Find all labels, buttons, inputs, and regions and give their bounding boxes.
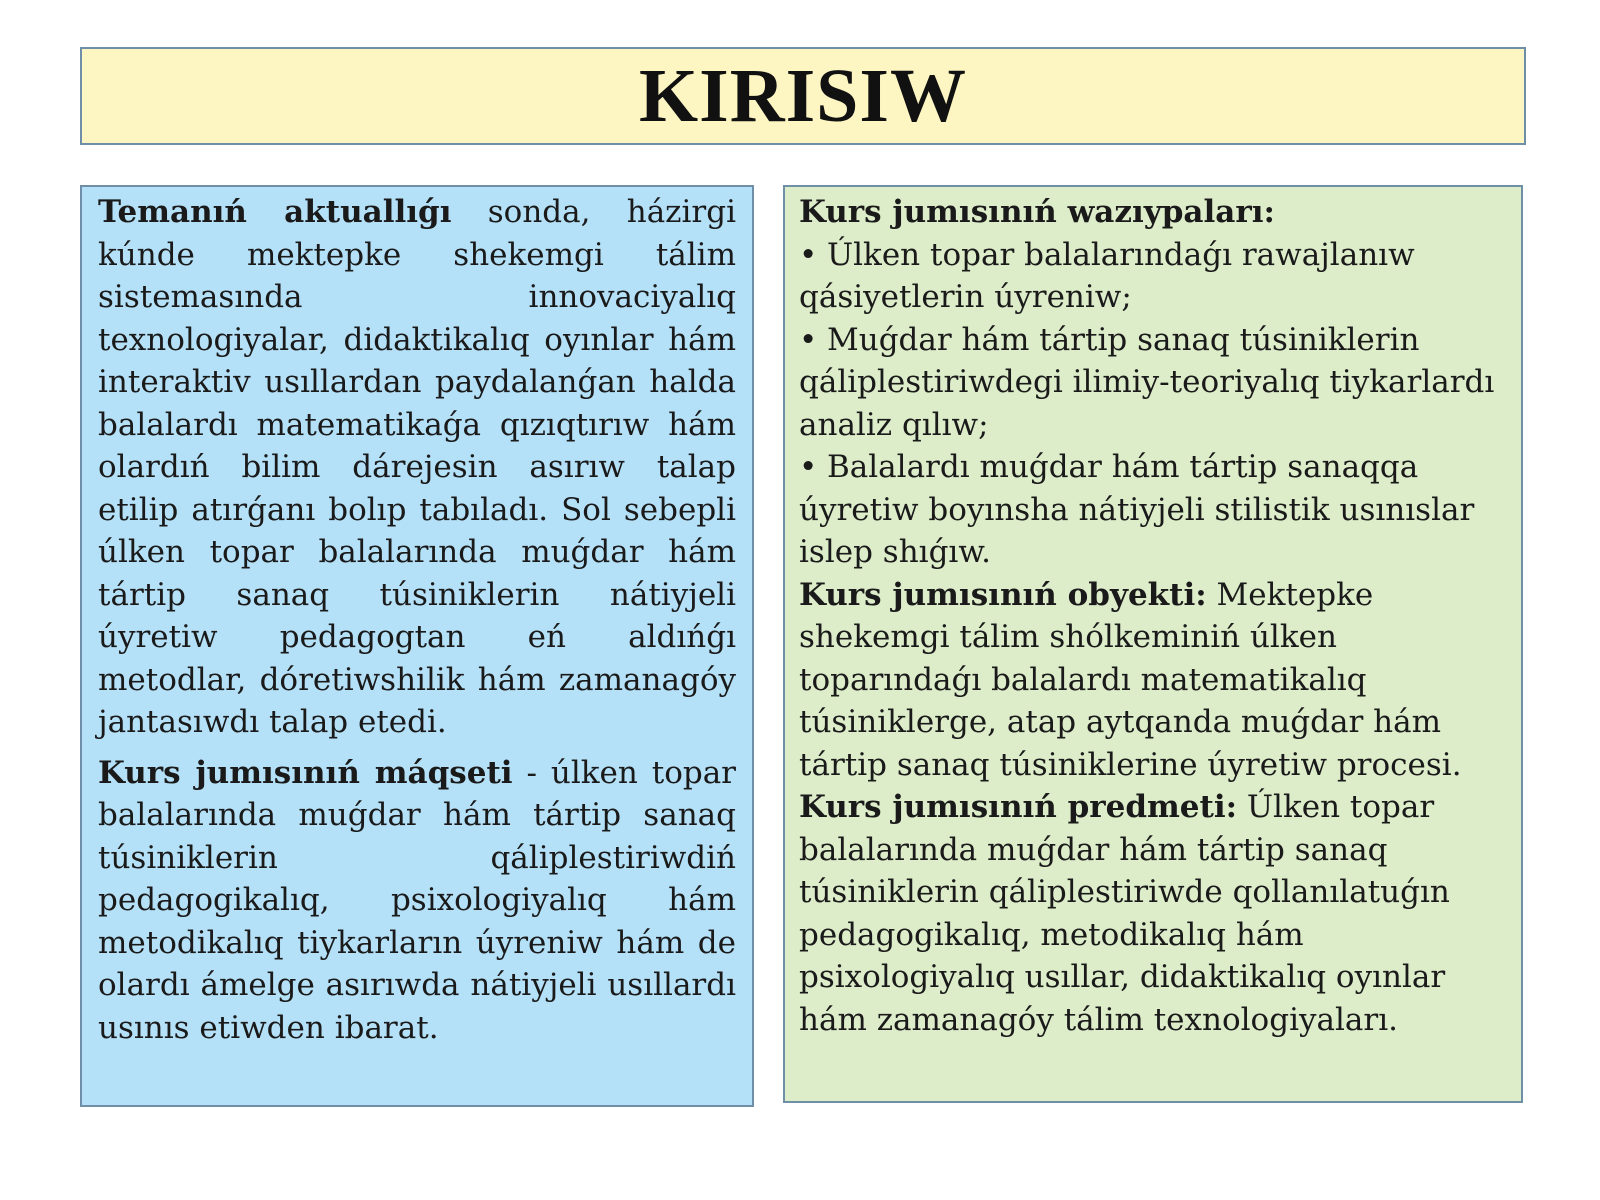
goal-paragraph: [98, 752, 736, 1050]
subject-label: Kurs jumısınıń predmeti:: [799, 789, 1238, 825]
task-text: Úlken topar balalarındaǵı rawajlanıw qásiyetlerin úyreniw;: [799, 236, 1415, 315]
object-paragraph: [799, 574, 1507, 787]
subject-text: Úlken topar balalarında muǵdar hám tártip sanaq túsiniklerin qáliplestiriwde qollanılatuǵın pedagogikalıq, metodikalıq hám psixologiyalıq usıllar, didaktikalıq oyınlar hám zamanagóy tálim texnologiyaları.: [799, 789, 1450, 1038]
relevance-text: sonda, házirgi kúnde mektepke shekemgi tálim sistemasında innovaciyalıq texnologiyalar, didaktikalıq oyınlar hám interaktiv usıllardan paydalanǵan halda balalardı matematikaǵa qızıqtırıw hám olardıń bilim dárejesin asırıw talap etilip atırǵanı bolıp tabıladı. Sol sebepli úlken topar balalarında muǵdar hám tártip sanaq túsiniklerin nátiyjeli úyretiw pedagogtan eń aldıńǵı metodlar, dóretiwshilik hám zamanagóy jantasıwdı talap etedi.: [98, 194, 737, 740]
left-panel: [80, 185, 754, 1107]
goal-text: - úlken topar balalarında muǵdar hám tártip sanaq túsiniklerin qáliplestiriwdiń pedagogikalıq, psixologiyalıq hám metodikalıq tiykarların úyreniw hám de olardı ámelge asırıwda nátiyjeli usıllardı usınıs etiwden ibarat.: [98, 754, 737, 1046]
object-label: Kurs jumısınıń obyekti:: [799, 576, 1207, 613]
list-item: [799, 446, 1507, 574]
right-panel: [783, 185, 1523, 1103]
title-banner: [80, 47, 1526, 145]
object-text: Mektepke shekemgi tálim shólkeminiń úlken toparındaǵı balalardı matematikalıq túsiniklerge, atap aytqanda muǵdar hám tártip sanaq túsiniklerine úyretiw procesi.: [799, 576, 1462, 783]
subject-paragraph: [799, 786, 1507, 1041]
page-title: KIRISIW: [639, 54, 967, 138]
task-text: Muǵdar hám tártip sanaq túsiniklerin qáliplestiriwdegi ilimiy-teoriyalıq tiykarlardı analiz qılıw;: [799, 321, 1495, 443]
list-item: [799, 234, 1507, 319]
tasks-list: [799, 234, 1507, 574]
task-text: Balalardı muǵdar hám tártip sanaqqa úyretiw boyınsha nátiyjeli stilistik usınıslar islep shıǵıw.: [799, 449, 1475, 570]
tasks-label: Kurs jumısınıń wazıypaları:: [799, 194, 1275, 230]
relevance-label: Temanıń aktuallıǵı: [98, 194, 452, 230]
bullet-icon: •: [799, 321, 818, 358]
bullet-icon: •: [799, 236, 818, 273]
list-item: [799, 319, 1507, 447]
goal-label: Kurs jumısınıń máqseti: [98, 754, 513, 791]
bullet-icon: •: [799, 449, 818, 485]
relevance-paragraph: [98, 191, 736, 744]
